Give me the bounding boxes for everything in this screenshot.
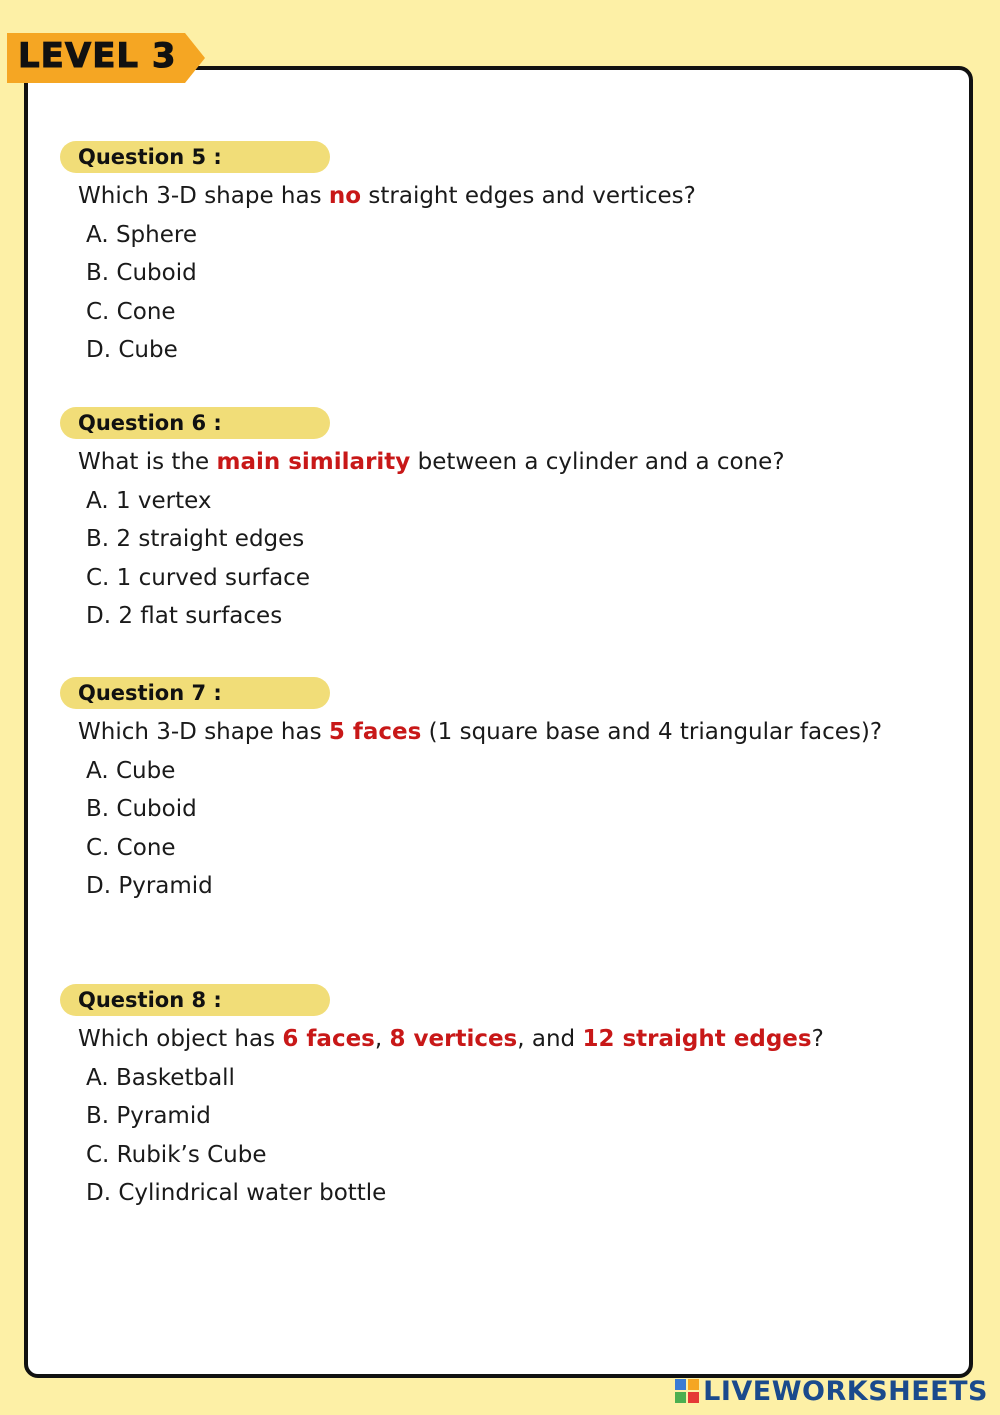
answer-option[interactable]: C. Cone bbox=[86, 834, 176, 861]
highlighted-keyword: 8 vertices bbox=[389, 1026, 518, 1052]
question-label: Question 7 : bbox=[60, 677, 330, 709]
question-text-segment: , and bbox=[517, 1026, 583, 1052]
highlighted-keyword: main similarity bbox=[216, 449, 411, 475]
question-text-segment: Which 3-D shape has bbox=[78, 719, 329, 745]
answer-option[interactable]: A. Basketball bbox=[86, 1064, 235, 1091]
level-title: LEVEL 3 bbox=[18, 36, 177, 76]
answer-option[interactable]: D. Cylindrical water bottle bbox=[86, 1180, 387, 1206]
question-text bbox=[78, 177, 908, 216]
answer-option[interactable]: C. Cone bbox=[86, 298, 176, 325]
answer-option[interactable]: A. Cube bbox=[86, 757, 176, 784]
options-list bbox=[60, 216, 940, 370]
question-label: Question 8 : bbox=[60, 984, 330, 1016]
answer-option[interactable]: B. Cuboid bbox=[86, 260, 197, 286]
question-text-segment: What is the bbox=[78, 449, 217, 475]
question-label: Question 6 : bbox=[60, 407, 330, 439]
answer-option[interactable]: D. 2 flat surfaces bbox=[86, 603, 283, 629]
answer-option[interactable]: A. 1 vertex bbox=[86, 487, 212, 514]
highlighted-keyword: 12 straight edges bbox=[582, 1026, 812, 1052]
answer-option[interactable]: C. 1 curved surface bbox=[86, 564, 310, 591]
question-text-segment: (1 square base and 4 triangular faces)? bbox=[421, 719, 883, 745]
question-text bbox=[78, 1020, 908, 1059]
answer-option[interactable]: B. 2 straight edges bbox=[86, 526, 305, 552]
highlighted-keyword: 6 faces bbox=[282, 1026, 375, 1052]
answer-option[interactable]: C. Rubik’s Cube bbox=[86, 1141, 267, 1168]
question-text bbox=[78, 443, 908, 482]
brand-name: LIVEWORKSHEETS bbox=[703, 1375, 988, 1407]
question-text-segment: , bbox=[374, 1026, 390, 1052]
liveworksheets-logo-icon bbox=[675, 1379, 699, 1403]
question-text bbox=[78, 713, 908, 752]
question-block bbox=[60, 407, 940, 636]
question-block bbox=[60, 984, 940, 1213]
question-block bbox=[60, 141, 940, 370]
question-text-segment: straight edges and vertices? bbox=[361, 183, 696, 209]
options-list bbox=[60, 482, 940, 636]
answer-option[interactable]: B. Pyramid bbox=[86, 1103, 211, 1129]
answer-option[interactable]: D. Pyramid bbox=[86, 873, 213, 899]
options-list bbox=[60, 752, 940, 906]
question-text-segment: between a cylinder and a cone? bbox=[410, 449, 785, 475]
highlighted-keyword: 5 faces bbox=[328, 719, 422, 745]
options-list bbox=[60, 1059, 940, 1213]
question-text-segment: ? bbox=[811, 1026, 824, 1052]
highlighted-keyword: no bbox=[328, 183, 362, 209]
question-text-segment: Which object has bbox=[78, 1026, 283, 1052]
answer-option[interactable]: A. Sphere bbox=[86, 221, 197, 248]
question-block bbox=[60, 677, 940, 906]
question-label: Question 5 : bbox=[60, 141, 330, 173]
answer-option[interactable]: D. Cube bbox=[86, 337, 178, 363]
brand-footer bbox=[675, 1376, 988, 1406]
question-text-segment: Which 3-D shape has bbox=[78, 183, 329, 209]
answer-option[interactable]: B. Cuboid bbox=[86, 796, 197, 822]
